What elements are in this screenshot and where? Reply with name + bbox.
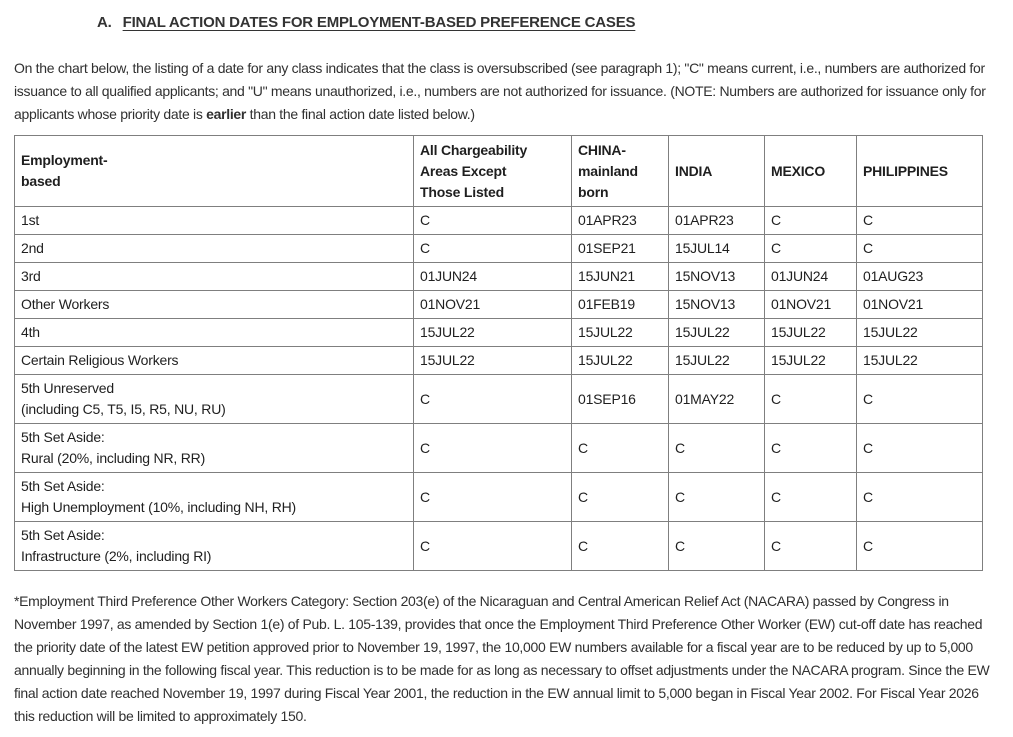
cell-value: C bbox=[572, 424, 669, 473]
cell-value: 01MAY22 bbox=[669, 375, 765, 424]
cell-value: C bbox=[414, 375, 572, 424]
row-label: Certain Religious Workers bbox=[15, 347, 414, 375]
cell-value: 15NOV13 bbox=[669, 291, 765, 319]
cell-value: C bbox=[414, 424, 572, 473]
cell-value: C bbox=[857, 473, 983, 522]
intro-text-after: than the final action date listed below.) bbox=[246, 106, 475, 122]
row-label: 5th Unreserved (including C5, T5, I5, R5, NU, RU) bbox=[15, 375, 414, 424]
intro-bold-word: earlier bbox=[206, 106, 247, 122]
cell-value: C bbox=[857, 235, 983, 263]
row-label: 4th bbox=[15, 319, 414, 347]
table-row bbox=[15, 207, 983, 235]
cell-value: C bbox=[414, 235, 572, 263]
cell-value: 01JUN24 bbox=[765, 263, 857, 291]
column-header-1: All Chargeability Areas Except Those Listed bbox=[414, 136, 572, 207]
cell-value: 01JUN24 bbox=[414, 263, 572, 291]
cell-value: 01APR23 bbox=[669, 207, 765, 235]
column-header-4: MEXICO bbox=[765, 136, 857, 207]
cell-value: C bbox=[857, 207, 983, 235]
cell-value: 15JUL22 bbox=[572, 319, 669, 347]
cell-value: 15JUL14 bbox=[669, 235, 765, 263]
intro-paragraph bbox=[14, 57, 999, 126]
cell-value: C bbox=[669, 424, 765, 473]
table-row bbox=[15, 291, 983, 319]
table-header bbox=[15, 136, 983, 207]
row-label: 5th Set Aside: Rural (20%, including NR, RR) bbox=[15, 424, 414, 473]
table-row bbox=[15, 347, 983, 375]
cell-value: 15JUL22 bbox=[572, 347, 669, 375]
section-title: FINAL ACTION DATES FOR EMPLOYMENT-BASED PREFERENCE CASES bbox=[122, 14, 636, 31]
footnote-paragraph: *Employment Third Preference Other Workers Category: Section 203(e) of the Nicaraguan and Central American Relief Act (NACARA) passed by Congress in November 1997, as amended by Section 1(e) of Pub. L. 105-139, provides that once the Employment Third Preference Other Worker (EW) cut-off date has reached the priority date of the latest EW petition approved prior to November 19, 1997, the 10,000 EW numbers available for a fiscal year are to be reduced by up to 5,000 annually beginning in the following fiscal year. This reduction is to be made for as long as necessary to offset adjustments under the NACARA program. Since the EW final action date reached November 19, 1997 during Fiscal Year 2001, the reduction in the EW annual limit to 5,000 began in Fiscal Year 2002. For Fiscal Year 2026 this reduction will be limited to approximately 150. bbox=[14, 593, 990, 724]
table-body bbox=[15, 207, 983, 571]
table-row bbox=[15, 375, 983, 424]
cell-value: C bbox=[414, 207, 572, 235]
cell-value: 15JUL22 bbox=[414, 347, 572, 375]
cell-value: 01NOV21 bbox=[765, 291, 857, 319]
cell-value: C bbox=[765, 375, 857, 424]
cell-value: 01NOV21 bbox=[414, 291, 572, 319]
table-row bbox=[15, 263, 983, 291]
column-header-3: INDIA bbox=[669, 136, 765, 207]
cell-value: 01AUG23 bbox=[857, 263, 983, 291]
intro-text-before: On the chart below, the listing of a date for any class indicates that the class is oversubscribed (see paragraph 1); "C" means current, i.e., numbers are authorized for issuance to all qualified applicants; and "U" means unauthorized, i.e., numbers are not authorized for issuance. (NOTE: Numbers are authorized for issuance only for applicants whose priority date is bbox=[14, 60, 986, 122]
cell-value: C bbox=[572, 473, 669, 522]
column-header-2: CHINA- mainland born bbox=[572, 136, 669, 207]
row-label: 2nd bbox=[15, 235, 414, 263]
cell-value: 01NOV21 bbox=[857, 291, 983, 319]
cell-value: 01FEB19 bbox=[572, 291, 669, 319]
table-row bbox=[15, 319, 983, 347]
cell-value: 15JUL22 bbox=[765, 319, 857, 347]
visa-bulletin-section bbox=[0, 14, 1013, 737]
cell-value: 15JUN21 bbox=[572, 263, 669, 291]
row-label: 3rd bbox=[15, 263, 414, 291]
column-header-0: Employment- based bbox=[15, 136, 414, 207]
cell-value: C bbox=[572, 522, 669, 571]
table-row bbox=[15, 473, 983, 522]
cell-value: 15JUL22 bbox=[414, 319, 572, 347]
page-title bbox=[97, 14, 1013, 31]
cell-value: C bbox=[857, 375, 983, 424]
header-row bbox=[15, 136, 983, 207]
table-row bbox=[15, 424, 983, 473]
cell-value: C bbox=[765, 522, 857, 571]
cell-value: 01SEP16 bbox=[572, 375, 669, 424]
cell-value: C bbox=[669, 473, 765, 522]
cell-value: 15JUL22 bbox=[669, 347, 765, 375]
table-row bbox=[15, 235, 983, 263]
column-header-5: PHILIPPINES bbox=[857, 136, 983, 207]
cell-value: C bbox=[669, 522, 765, 571]
row-label: 5th Set Aside: Infrastructure (2%, including RI) bbox=[15, 522, 414, 571]
cell-value: 15JUL22 bbox=[669, 319, 765, 347]
row-label: 5th Set Aside: High Unemployment (10%, including NH, RH) bbox=[15, 473, 414, 522]
cell-value: 15JUL22 bbox=[857, 319, 983, 347]
cell-value: 01APR23 bbox=[572, 207, 669, 235]
cell-value: 01SEP21 bbox=[572, 235, 669, 263]
cell-value: 15JUL22 bbox=[765, 347, 857, 375]
cell-value: C bbox=[765, 424, 857, 473]
section-letter: A. bbox=[97, 14, 112, 31]
cell-value: C bbox=[765, 235, 857, 263]
table-row bbox=[15, 522, 983, 571]
cell-value: C bbox=[765, 473, 857, 522]
cell-value: C bbox=[414, 473, 572, 522]
cell-value: C bbox=[857, 424, 983, 473]
cell-value: C bbox=[857, 522, 983, 571]
row-label: 1st bbox=[15, 207, 414, 235]
final-action-dates-table bbox=[14, 135, 983, 571]
row-label: Other Workers bbox=[15, 291, 414, 319]
cell-value: 15NOV13 bbox=[669, 263, 765, 291]
cell-value: C bbox=[765, 207, 857, 235]
cell-value: 15JUL22 bbox=[857, 347, 983, 375]
cell-value: C bbox=[414, 522, 572, 571]
